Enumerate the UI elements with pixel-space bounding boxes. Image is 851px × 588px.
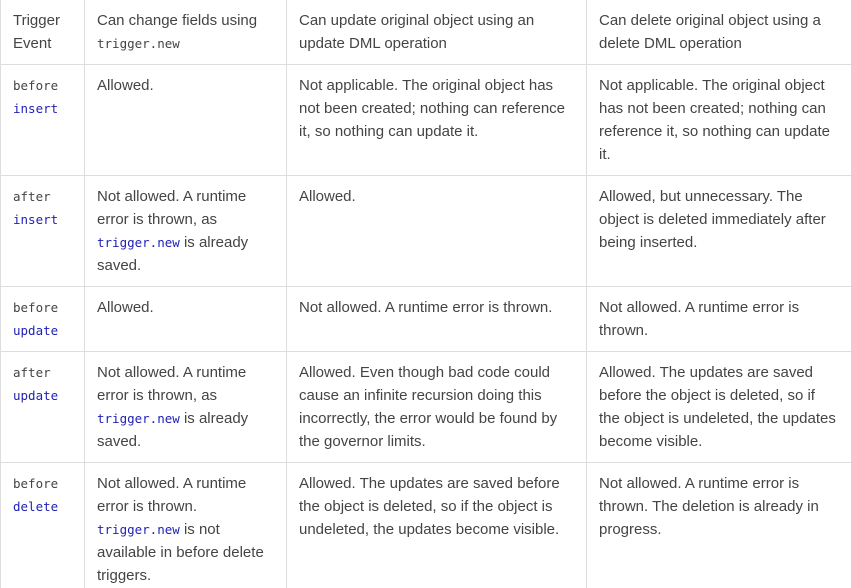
table-header-row — [1, 0, 851, 65]
table-cell — [85, 176, 287, 287]
trigger-event-cell — [1, 463, 85, 588]
trigger-event-insert-link[interactable]: insert — [13, 101, 59, 116]
cell-text: Allowed. Even though bad code could cause an infinite recursion doing this incorrectly, the error would be found by the governor limits. — [299, 364, 558, 450]
cell-text: Not allowed. A runtime error is thrown. — [97, 475, 247, 515]
trigger-event-update-link[interactable]: update — [13, 388, 59, 403]
cell-text: Can delete original object using a delete DML operation — [599, 12, 821, 52]
trigger-event-update-link[interactable]: update — [13, 323, 59, 338]
column-header-0 — [1, 0, 85, 65]
table-cell — [287, 65, 587, 176]
table-cell — [85, 287, 287, 352]
cell-text: Allowed. The updates are saved before the object is deleted, so if the object is undeleted, the updates become visible. — [299, 475, 560, 538]
cell-text: Not allowed. A runtime error is thrown, as — [97, 188, 247, 228]
inline-code: trigger.new — [97, 36, 180, 51]
cell-text: Not applicable. The original object has not been created; nothing can reference it, so nothing can update it. — [299, 77, 566, 140]
cell-text: Not applicable. The original object has not been created; nothing can reference it, so nothing can update it. — [599, 77, 830, 163]
table-cell — [85, 65, 287, 176]
table-cell — [587, 287, 851, 352]
cell-text: Not allowed. A runtime error is thrown. — [299, 299, 553, 316]
table-cell — [85, 352, 287, 463]
inline-code: before — [13, 300, 59, 315]
inline-code: before — [13, 476, 59, 491]
cell-text: is not available in before delete triggers. — [97, 521, 264, 584]
table-cell — [287, 287, 587, 352]
column-header-1 — [85, 0, 287, 65]
trigger-event-cell — [1, 352, 85, 463]
cell-text: Can change fields using — [97, 12, 258, 29]
trigger-event-insert-link[interactable]: insert — [13, 212, 59, 227]
trigger-event-cell — [1, 65, 85, 176]
trigger-event-cell — [1, 176, 85, 287]
trigger-new-link[interactable]: trigger.new — [97, 522, 180, 537]
trigger-new-link[interactable]: trigger.new — [97, 411, 180, 426]
table-cell — [587, 176, 851, 287]
table-row — [1, 352, 851, 463]
table-row — [1, 65, 851, 176]
table-row — [1, 463, 851, 588]
table-cell — [287, 352, 587, 463]
table-cell — [85, 463, 287, 588]
inline-code: before — [13, 78, 59, 93]
cell-text: Not allowed. A runtime error is thrown. — [599, 299, 800, 339]
table-row — [1, 176, 851, 287]
table-cell — [587, 352, 851, 463]
cell-text: Trigger Event — [13, 12, 60, 52]
table-cell — [287, 463, 587, 588]
table-row — [1, 0, 851, 65]
cell-text: Allowed. — [97, 299, 154, 316]
cell-text: Allowed. — [97, 77, 154, 94]
inline-code: after — [13, 365, 51, 380]
table-row — [1, 287, 851, 352]
cell-text: Allowed, but unnecessary. The object is deleted immediately after being inserted. — [599, 188, 826, 251]
column-header-2 — [287, 0, 587, 65]
inline-code: after — [13, 189, 51, 204]
trigger-new-link[interactable]: trigger.new — [97, 235, 180, 250]
table-body — [1, 65, 851, 588]
trigger-event-cell — [1, 287, 85, 352]
cell-text: is already saved. — [97, 410, 249, 450]
cell-text: Allowed. — [299, 188, 356, 205]
cell-text: Not allowed. A runtime error is thrown, as — [97, 364, 247, 404]
cell-text: Not allowed. A runtime error is thrown. The deletion is already in progress. — [599, 475, 819, 538]
cell-text: is already saved. — [97, 234, 249, 274]
trigger-event-delete-link[interactable]: delete — [13, 499, 59, 514]
column-header-3 — [587, 0, 851, 65]
table-cell — [587, 463, 851, 588]
table-cell — [287, 176, 587, 287]
cell-text: Allowed. The updates are saved before the object is deleted, so if the object is undeleted, the updates become visible. — [599, 364, 836, 450]
table-cell — [587, 65, 851, 176]
cell-text: Can update original object using an update DML operation — [299, 12, 535, 52]
